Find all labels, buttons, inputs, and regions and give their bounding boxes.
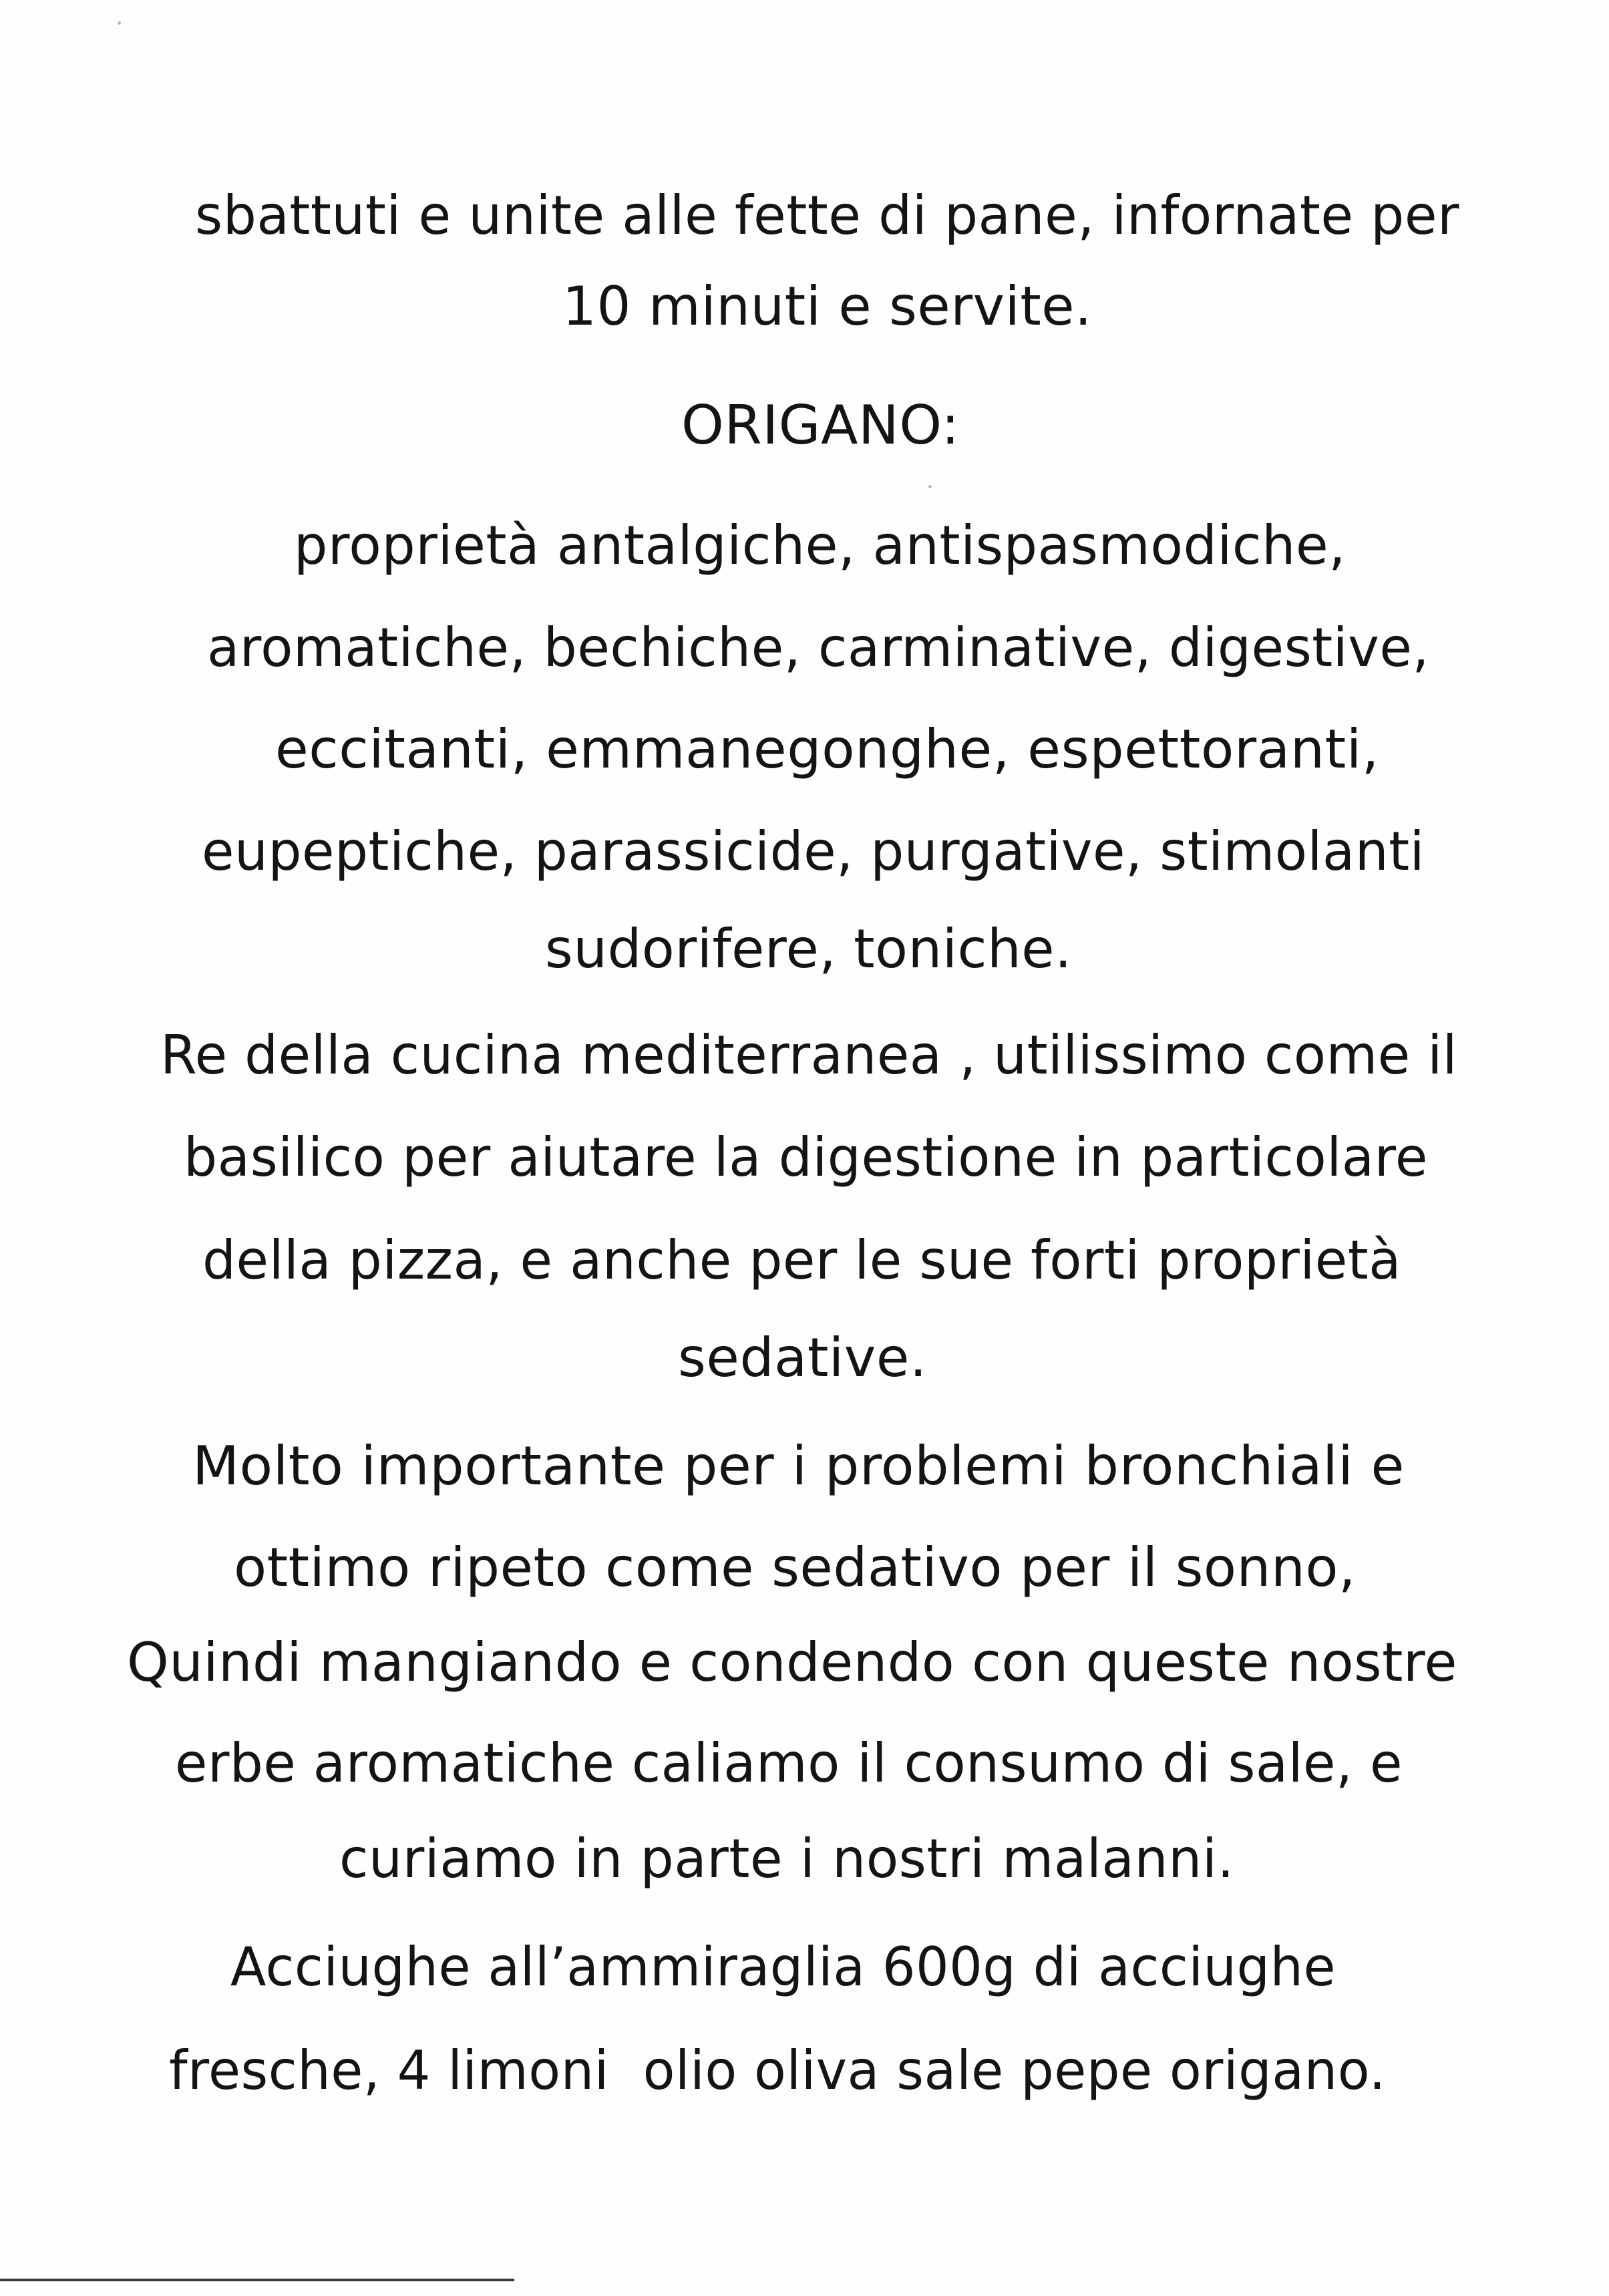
section-heading-text: ORIGANO: bbox=[681, 394, 960, 456]
line-text: erbe aromatiche caliamo il consumo di sale, e bbox=[175, 1732, 1403, 1794]
text-line bbox=[0, 1924, 1609, 2011]
line-text: Re della cucina mediterranea , utilissimo come il bbox=[160, 1024, 1457, 1086]
text-line bbox=[0, 172, 1609, 259]
scan-speck bbox=[118, 21, 121, 25]
line-text: Molto importante per i problemi bronchiali e bbox=[192, 1435, 1405, 1497]
line-text: curiamo in parte i nostri malanni. bbox=[339, 1828, 1234, 1890]
line-text: proprietà antalgiche, antispasmodiche, bbox=[294, 514, 1346, 577]
line-text: aromatiche, bechiche, carminative, digestive, bbox=[207, 617, 1429, 679]
text-line bbox=[0, 1816, 1609, 1903]
page-edge-line bbox=[0, 2279, 514, 2281]
text-line bbox=[0, 1423, 1609, 1510]
line-text: sbattuti e unite alle fette di pane, infornate per bbox=[195, 184, 1459, 247]
text-line bbox=[0, 502, 1609, 589]
text-line bbox=[0, 808, 1609, 895]
text-line bbox=[0, 1012, 1609, 1099]
line-text: basilico per aiutare la digestione in particolare bbox=[184, 1126, 1428, 1188]
text-line bbox=[0, 263, 1609, 350]
section-heading bbox=[0, 382, 1609, 469]
line-text: sudorifere, toniche. bbox=[545, 918, 1072, 980]
text-line bbox=[0, 906, 1609, 993]
text-line bbox=[0, 1619, 1609, 1706]
line-text: sedative. bbox=[678, 1327, 927, 1389]
text-line bbox=[0, 1720, 1609, 1807]
line-text: Acciughe all’ammiraglia 600g di acciughe bbox=[230, 1936, 1336, 1998]
line-text: 10 minuti e servite. bbox=[562, 275, 1092, 337]
text-line bbox=[0, 1114, 1609, 1201]
line-text: eccitanti, emmanegonghe, espettoranti, bbox=[275, 718, 1379, 780]
line-text: ottimo ripeto come sedativo per il sonno, bbox=[234, 1536, 1356, 1599]
text-line bbox=[0, 706, 1609, 793]
line-text: Quindi mangiando e condendo con queste nostre bbox=[127, 1631, 1457, 1693]
line-text: eupeptiche, parassicide, purgative, stimolanti bbox=[202, 820, 1425, 882]
text-line bbox=[0, 1524, 1609, 1611]
scan-speck bbox=[928, 485, 932, 488]
text-line bbox=[0, 2027, 1609, 2114]
text-line bbox=[0, 1217, 1609, 1304]
line-text: della pizza, e anche per le sue forti proprietà bbox=[202, 1229, 1401, 1291]
line-text: fresche, 4 limoni olio oliva sale pepe origano. bbox=[169, 2039, 1386, 2102]
text-line bbox=[0, 1315, 1609, 1402]
text-line bbox=[0, 605, 1609, 691]
